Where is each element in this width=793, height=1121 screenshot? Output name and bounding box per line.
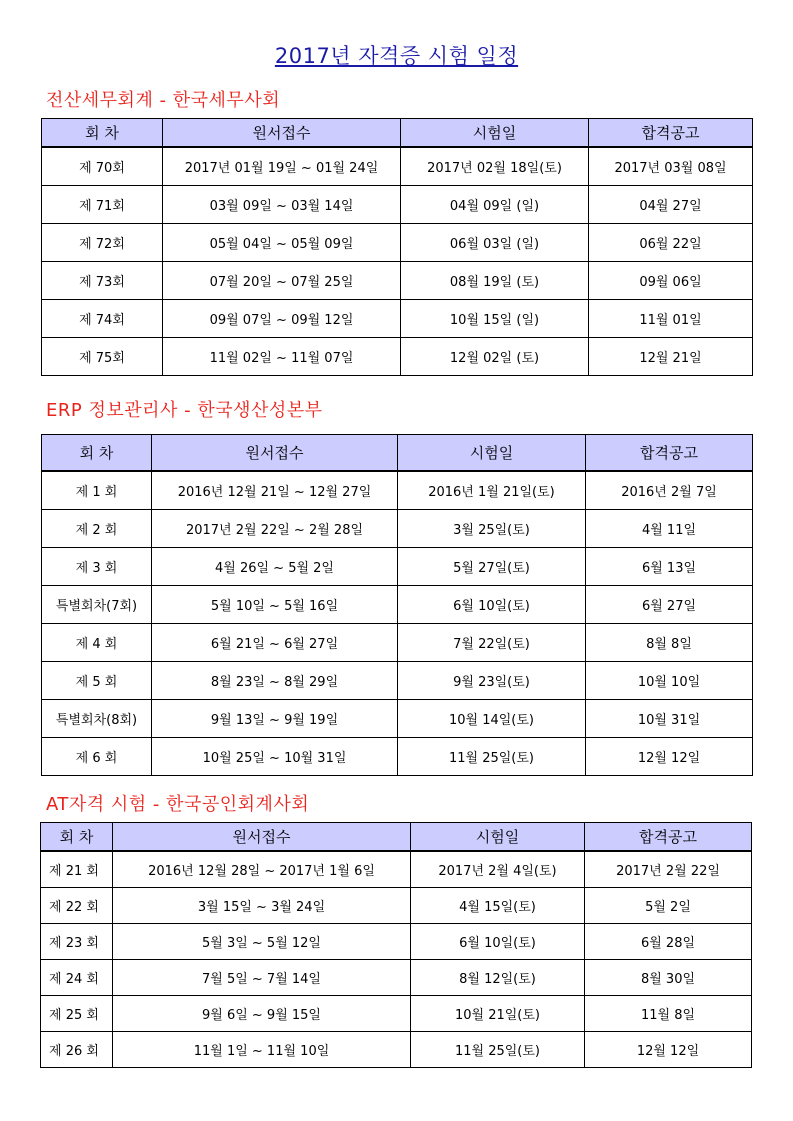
table-row	[42, 585, 753, 623]
exam-date-cell: 08월 19일 (토)	[401, 261, 589, 299]
application-period-cell: 2017년 01월 19일 ~ 01월 24일	[163, 147, 401, 186]
table-row	[42, 699, 753, 737]
col-header-exam-date: 시험일	[401, 119, 589, 147]
page-title: 2017년 자격증 시험 일정	[274, 44, 519, 68]
col-header-application: 원서접수	[163, 119, 401, 147]
result-date-cell: 06월 22일	[589, 223, 753, 261]
schedule-table-at	[40, 822, 752, 1068]
table-row	[42, 185, 753, 223]
col-header-round: 회 차	[42, 435, 152, 471]
result-date-cell: 12월 21일	[589, 337, 753, 375]
table-row	[41, 995, 752, 1031]
result-date-cell: 4월 11일	[586, 509, 753, 547]
round-cell: 제 71회	[42, 185, 163, 223]
table-row	[41, 887, 752, 923]
exam-date-cell: 6월 10일(토)	[411, 923, 585, 959]
table-row	[41, 851, 752, 888]
round-cell: 제 3 회	[42, 547, 152, 585]
application-period-cell: 10월 25일 ~ 10월 31일	[152, 737, 398, 775]
table-row	[42, 661, 753, 699]
section-title-at: AT자격 시험 - 한국공인회계사회	[46, 794, 310, 815]
schedule-table-tax-accounting	[41, 118, 753, 376]
application-period-cell: 2016년 12월 21일 ~ 12월 27일	[152, 471, 398, 510]
exam-date-cell: 2016년 1월 21일(토)	[398, 471, 586, 510]
application-period-cell: 2017년 2월 22일 ~ 2월 28일	[152, 509, 398, 547]
result-date-cell: 10월 10일	[586, 661, 753, 699]
result-date-cell: 10월 31일	[586, 699, 753, 737]
application-period-cell: 4월 26일 ~ 5월 2일	[152, 547, 398, 585]
table-row	[41, 923, 752, 959]
application-period-cell: 5월 10일 ~ 5월 16일	[152, 585, 398, 623]
table-header-row	[42, 119, 753, 147]
exam-date-cell: 11월 25일(토)	[411, 1031, 585, 1067]
application-period-cell: 05월 04일 ~ 05월 09일	[163, 223, 401, 261]
round-cell: 제 74회	[42, 299, 163, 337]
table-row	[42, 623, 753, 661]
col-header-result: 합격공고	[586, 435, 753, 471]
result-date-cell: 2016년 2월 7일	[586, 471, 753, 510]
section-title-tax-accounting: 전산세무회계 - 한국세무사회	[46, 90, 281, 111]
table-row	[42, 509, 753, 547]
result-date-cell: 12월 12일	[586, 737, 753, 775]
round-cell: 제 75회	[42, 337, 163, 375]
table-row	[41, 959, 752, 995]
table-row	[42, 737, 753, 775]
table-row	[41, 1031, 752, 1067]
table-header-row	[42, 435, 753, 471]
table-row	[42, 147, 753, 186]
exam-date-cell: 7월 22일(토)	[398, 623, 586, 661]
exam-date-cell: 06월 03일 (일)	[401, 223, 589, 261]
result-date-cell: 6월 28일	[585, 923, 752, 959]
exam-date-cell: 04월 09일 (일)	[401, 185, 589, 223]
application-period-cell: 2016년 12월 28일 ~ 2017년 1월 6일	[113, 851, 411, 888]
application-period-cell: 11월 02일 ~ 11월 07일	[163, 337, 401, 375]
exam-date-cell: 8월 12일(토)	[411, 959, 585, 995]
col-header-round: 회 차	[41, 823, 113, 851]
application-period-cell: 8월 23일 ~ 8월 29일	[152, 661, 398, 699]
application-period-cell: 7월 5일 ~ 7월 14일	[113, 959, 411, 995]
table-row	[42, 299, 753, 337]
round-cell: 제 22 회	[41, 887, 113, 923]
application-period-cell: 9월 6일 ~ 9월 15일	[113, 995, 411, 1031]
result-date-cell: 8월 8일	[586, 623, 753, 661]
round-cell: 제 26 회	[41, 1031, 113, 1067]
table-header-row	[41, 823, 752, 851]
schedule-table-erp	[41, 434, 753, 776]
round-cell: 제 24 회	[41, 959, 113, 995]
exam-date-cell: 10월 15일 (일)	[401, 299, 589, 337]
round-cell: 제 6 회	[42, 737, 152, 775]
exam-date-cell: 2017년 02월 18일(토)	[401, 147, 589, 186]
exam-date-cell: 3월 25일(토)	[398, 509, 586, 547]
round-cell: 제 5 회	[42, 661, 152, 699]
section-title-erp: ERP 정보관리사 - 한국생산성본부	[46, 400, 323, 421]
col-header-application: 원서접수	[113, 823, 411, 851]
col-header-application: 원서접수	[152, 435, 398, 471]
table-row	[42, 547, 753, 585]
table-row	[42, 471, 753, 510]
application-period-cell: 9월 13일 ~ 9월 19일	[152, 699, 398, 737]
exam-date-cell: 4월 15일(토)	[411, 887, 585, 923]
exam-date-cell: 9월 23일(토)	[398, 661, 586, 699]
result-date-cell: 04월 27일	[589, 185, 753, 223]
exam-date-cell: 12월 02일 (토)	[401, 337, 589, 375]
col-header-exam-date: 시험일	[398, 435, 586, 471]
exam-date-cell: 2017년 2월 4일(토)	[411, 851, 585, 888]
result-date-cell: 6월 27일	[586, 585, 753, 623]
round-cell: 제 4 회	[42, 623, 152, 661]
round-cell: 제 2 회	[42, 509, 152, 547]
result-date-cell: 11월 01일	[589, 299, 753, 337]
round-cell: 제 73회	[42, 261, 163, 299]
round-cell: 제 1 회	[42, 471, 152, 510]
result-date-cell: 6월 13일	[586, 547, 753, 585]
result-date-cell: 11월 8일	[585, 995, 752, 1031]
result-date-cell: 2017년 03월 08일	[589, 147, 753, 186]
result-date-cell: 09월 06일	[589, 261, 753, 299]
round-cell: 제 23 회	[41, 923, 113, 959]
col-header-exam-date: 시험일	[411, 823, 585, 851]
application-period-cell: 03월 09일 ~ 03월 14일	[163, 185, 401, 223]
col-header-result: 합격공고	[589, 119, 753, 147]
round-cell: 특별회차(7회)	[42, 585, 152, 623]
round-cell: 제 25 회	[41, 995, 113, 1031]
round-cell: 제 72회	[42, 223, 163, 261]
table-row	[42, 223, 753, 261]
exam-date-cell: 10월 21일(토)	[411, 995, 585, 1031]
application-period-cell: 6월 21일 ~ 6월 27일	[152, 623, 398, 661]
result-date-cell: 2017년 2월 22일	[585, 851, 752, 888]
application-period-cell: 3월 15일 ~ 3월 24일	[113, 887, 411, 923]
table-row	[42, 261, 753, 299]
result-date-cell: 8월 30일	[585, 959, 752, 995]
round-cell: 특별회차(8회)	[42, 699, 152, 737]
col-header-result: 합격공고	[585, 823, 752, 851]
application-period-cell: 11월 1일 ~ 11월 10일	[113, 1031, 411, 1067]
result-date-cell: 5월 2일	[585, 887, 752, 923]
col-header-round: 회 차	[42, 119, 163, 147]
exam-date-cell: 5월 27일(토)	[398, 547, 586, 585]
round-cell: 제 70회	[42, 147, 163, 186]
exam-date-cell: 6월 10일(토)	[398, 585, 586, 623]
round-cell: 제 21 회	[41, 851, 113, 888]
application-period-cell: 07월 20일 ~ 07월 25일	[163, 261, 401, 299]
result-date-cell: 12월 12일	[585, 1031, 752, 1067]
exam-date-cell: 11월 25일(토)	[398, 737, 586, 775]
exam-date-cell: 10월 14일(토)	[398, 699, 586, 737]
application-period-cell: 5월 3일 ~ 5월 12일	[113, 923, 411, 959]
table-row	[42, 337, 753, 375]
application-period-cell: 09월 07일 ~ 09월 12일	[163, 299, 401, 337]
